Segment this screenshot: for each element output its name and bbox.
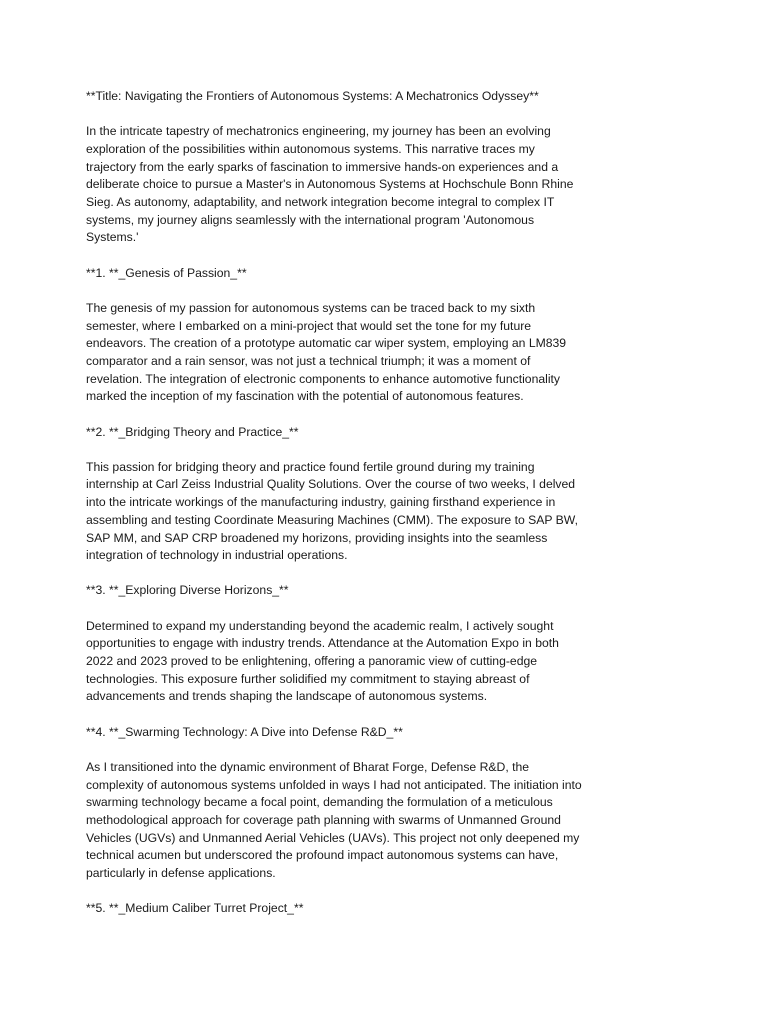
paragraph (86, 300, 626, 406)
text-line: technologies. This exposure further solidified my commitment to staying abreast of (86, 671, 530, 686)
text-line: exploration of the possibilities within autonomous systems. This narrative traces my (86, 141, 535, 156)
section-heading (86, 900, 626, 918)
text-line: integration of technology in industrial operations. (86, 548, 348, 563)
text-line: In the intricate tapestry of mechatronics engineering, my journey has been an evolving (86, 124, 551, 139)
document-title (86, 88, 626, 106)
text-line: internship at Carl Zeiss Industrial Quality Solutions. Over the course of two weeks, I delved (86, 477, 576, 492)
text-line: complexity of autonomous systems unfolded in ways I had not anticipated. The initiation into (86, 777, 582, 792)
text-line: systems, my journey aligns seamlessly with the international program 'Autonomous (86, 212, 535, 227)
text-line: particularly in defense applications. (86, 866, 276, 881)
paragraph (86, 759, 626, 883)
text-line: deliberate choice to pursue a Master's in Autonomous Systems at Hochschule Bonn Rhine (86, 177, 574, 192)
text-line: **4. **_Swarming Technology: A Dive into Defense R&D_** (86, 724, 403, 739)
text-line: Vehicles (UGVs) and Unmanned Aerial Vehicles (UAVs). This project not only deepened my (86, 830, 580, 845)
text-line: Systems.' (86, 230, 139, 245)
text-line: Sieg. As autonomy, adaptability, and network integration become integral to complex IT (86, 195, 555, 210)
text-line: The genesis of my passion for autonomous systems can be traced back to my sixth (86, 300, 536, 315)
text-line: methodological approach for coverage path planning with swarms of Unmanned Ground (86, 813, 561, 827)
text-line: trajectory from the early sparks of fascination to immersive hands-on experiences and a (86, 159, 559, 174)
text-line: revelation. The integration of electronic components to enhance automotive functionality (86, 371, 561, 386)
text-line: This passion for bridging theory and practice found fertile ground during my training (86, 459, 535, 474)
text-line: **5. **_Medium Caliber Turret Project_** (86, 901, 304, 916)
paragraph (86, 618, 626, 707)
text-line: advancements and trends shaping the landscape of autonomous systems. (86, 689, 488, 704)
section-heading (86, 724, 626, 742)
section-heading (86, 265, 626, 283)
text-line: assembling and testing Coordinate Measuring Machines (CMM). The exposure to SAP BW, (86, 512, 579, 527)
text-line: comparator and a rain sensor, was not just a technical triumph; it was a moment of (86, 353, 531, 368)
section-heading (86, 582, 626, 600)
text-line: technical acumen but underscored the profound impact autonomous systems can have, (86, 848, 559, 863)
paragraph (86, 459, 626, 565)
text-line: endeavors. The creation of a prototype automatic car wiper system, employing an LM839 (86, 336, 567, 351)
title-line: **Title: Navigating the Frontiers of Autonomous Systems: A Mechatronics Odyssey** (86, 89, 539, 103)
document-body (86, 123, 626, 918)
text-line: Determined to expand my understanding beyond the academic realm, I actively sought (86, 618, 554, 633)
text-line: semester, where I embarked on a mini-project that would set the tone for my future (86, 318, 532, 333)
document-page (86, 88, 626, 936)
text-line: opportunities to engage with industry trends. Attendance at the Automation Expo in both (86, 636, 559, 651)
text-line: swarming technology became a focal point, demanding the formulation of a meticulous (86, 795, 553, 810)
text-line: **1. **_Genesis of Passion_** (86, 265, 247, 280)
text-line: 2022 and 2023 proved to be enlightening, offering a panoramic view of cutting-edge (86, 654, 538, 669)
text-line: marked the inception of my fascination with the potential of autonomous features. (86, 389, 524, 404)
text-line: **3. **_Exploring Diverse Horizons_** (86, 583, 289, 598)
text-line: As I transitioned into the dynamic environment of Bharat Forge, Defense R&D, the (86, 759, 530, 774)
paragraph (86, 123, 626, 247)
text-line: into the intricate workings of the manufacturing industry, gaining firsthand experience in (86, 495, 556, 510)
text-line: **2. **_Bridging Theory and Practice_** (86, 424, 299, 439)
text-line: SAP MM, and SAP CRP broadened my horizons, providing insights into the seamless (86, 530, 548, 545)
section-heading (86, 424, 626, 442)
